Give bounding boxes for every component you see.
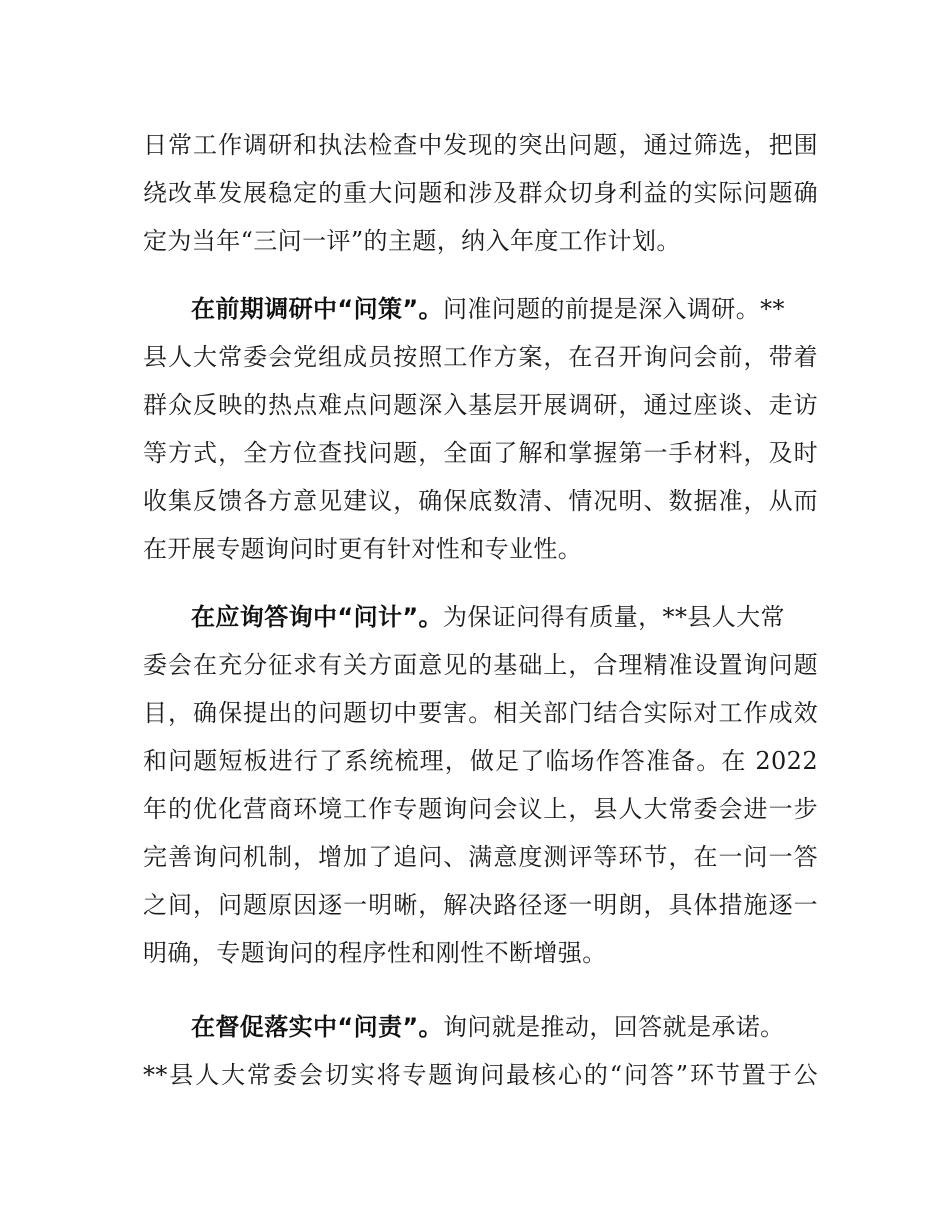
- paragraph-3-line-4: 和问题短板进行了系统梳理，做足了临场作答准备。在 2022: [143, 747, 818, 775]
- paragraph-4-heading: 在督促落实中“问责”。: [191, 1013, 443, 1041]
- paragraph-2-line-1: [191, 285, 818, 333]
- paragraph-3-line-1: [191, 593, 818, 641]
- paragraph-4-line-1: [191, 1003, 818, 1051]
- paragraph-1-line-1: 日常工作调研和执法检查中发现的突出问题，通过筛选，把围: [143, 131, 818, 159]
- paragraph-3-heading: 在应询答询中“问计”。: [191, 603, 443, 631]
- paragraph-1-line-2: 绕改革发展稳定的重大问题和涉及群众切身利益的实际问题确: [143, 179, 818, 207]
- paragraph-2-line-1-text: 问准问题的前提是深入调研。**: [442, 295, 785, 323]
- paragraph-2-line-2: 县人大常委会党组成员按照工作方案，在召开询问会前，带着: [143, 343, 818, 371]
- paragraph-4-line-1-text: 询问就是推动，回答就是承诺。: [442, 1013, 785, 1041]
- paragraph-3-line-2: 委会在充分征求有关方面意见的基础上，合理精准设置询问题: [143, 651, 818, 679]
- paragraph-3-line-5: 年的优化营商环境工作专题询问会议上，县人大常委会进一步: [143, 795, 818, 823]
- paragraph-2-line-4: 等方式，全方位查找问题，全面了解和掌握第一手材料，及时: [143, 439, 818, 467]
- paragraph-4-line-2: **县人大常委会切实将专题询问最核心的“问答”环节置于公: [143, 1061, 818, 1089]
- paragraph-3-line-6: 完善询问机制，增加了追问、满意度测评等环节，在一问一答: [143, 843, 818, 871]
- paragraph-1-line-3: 定为当年“三问一评”的主题，纳入年度工作计划。: [143, 227, 681, 255]
- paragraph-3-line-3: 目，确保提出的问题切中要害。相关部门结合实际对工作成效: [143, 699, 818, 727]
- paragraph-2-heading: 在前期调研中“问策”。: [191, 295, 443, 323]
- paragraph-3-line-1-text: 为保证问得有质量，**县人大常: [442, 603, 785, 631]
- paragraph-3-line-7: 之间，问题原因逐一明晰，解决路径逐一明朗，具体措施逐一: [143, 891, 818, 919]
- paragraph-2-line-5: 收集反馈各方意见建议，确保底数清、情况明、数据准，从而: [143, 487, 818, 515]
- paragraph-2-line-6: 在开展专题询问时更有针对性和专业性。: [143, 535, 583, 563]
- paragraph-3-line-8: 明确，专题询问的程序性和刚性不断增强。: [143, 939, 607, 967]
- paragraph-2-line-3: 群众反映的热点难点问题深入基层开展调研，通过座谈、走访: [143, 391, 818, 419]
